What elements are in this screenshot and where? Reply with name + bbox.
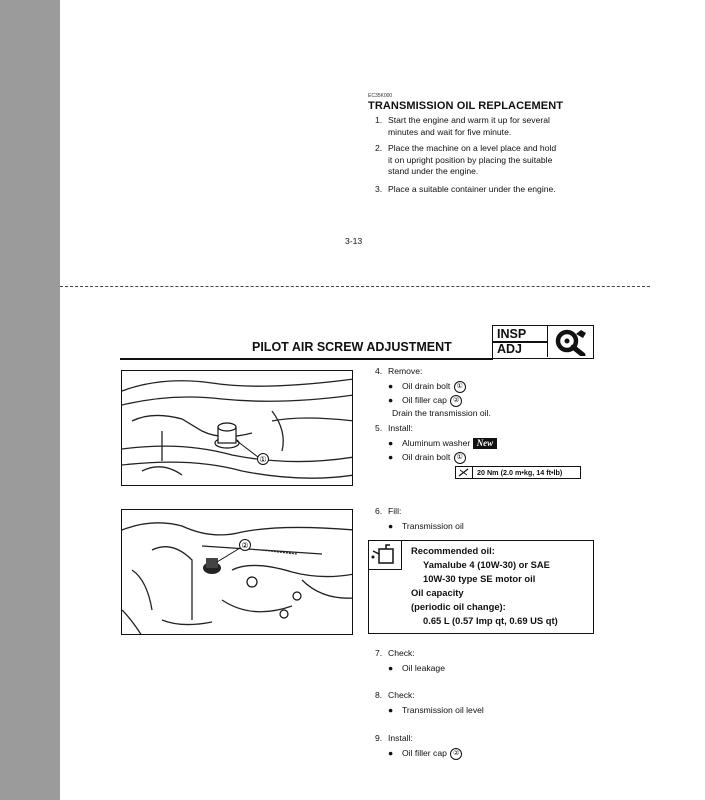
wrench-magnifier-icon bbox=[553, 328, 589, 356]
step-7-bullet: ● Oil leakage bbox=[388, 663, 445, 673]
step-6-bullet: ● Transmission oil bbox=[388, 521, 464, 531]
engine-drain-illustration bbox=[122, 371, 353, 486]
torque-spec: 20 Nm (2.0 m•kg, 14 ft•lb) bbox=[455, 466, 581, 479]
oil-line-5: (periodic oil change): bbox=[411, 601, 506, 612]
section-code: EC35K000 bbox=[368, 93, 393, 99]
figure-drain-bolt bbox=[121, 370, 353, 486]
oil-can-icon bbox=[369, 541, 399, 567]
top-step-2: 2. Place the machine on a level place and hold it on upright position by placing the suitable stand under the engine. bbox=[375, 143, 557, 177]
step-5: 5. Install: bbox=[375, 423, 413, 433]
recommended-oil-box bbox=[368, 540, 594, 634]
section-title: PILOT AIR SCREW ADJUSTMENT bbox=[252, 340, 452, 354]
filler-cap-illustration bbox=[122, 510, 353, 635]
page-divider bbox=[60, 286, 650, 287]
step-9-bullet: ● Oil filler cap ② bbox=[388, 747, 462, 760]
badge-adj: ADJ bbox=[497, 342, 523, 356]
step-4-bullet-1: ● Oil drain bolt ① bbox=[388, 380, 466, 393]
oil-line-1: Recommended oil: bbox=[411, 545, 495, 556]
oil-line-3: 10W-30 type SE motor oil bbox=[423, 573, 536, 584]
top-step-1: 1. Start the engine and warm it up for several minutes and wait for five minute. bbox=[375, 115, 550, 137]
step-9: 9. Install: bbox=[375, 733, 413, 743]
torque-wrench-icon bbox=[456, 467, 473, 478]
top-heading: TRANSMISSION OIL REPLACEMENT bbox=[368, 100, 564, 112]
oil-line-6: 0.65 L (0.57 Imp qt, 0.69 US qt) bbox=[423, 615, 558, 626]
page-number: 3-13 bbox=[345, 236, 363, 246]
step-6: 6. Fill: bbox=[375, 506, 402, 516]
oil-line-4: Oil capacity bbox=[411, 587, 464, 598]
insp-adj-badge bbox=[492, 325, 594, 359]
step-4-note: Drain the transmission oil. bbox=[392, 408, 491, 418]
badge-insp: INSP bbox=[497, 327, 527, 341]
step-4: 4. Remove: bbox=[375, 366, 423, 376]
step-8: 8. Check: bbox=[375, 690, 415, 700]
step-5-bullet-2: ● Oil drain bolt ① bbox=[388, 451, 466, 464]
new-part-badge: New bbox=[473, 438, 498, 449]
step-5-bullet-1: ● Aluminum washer New bbox=[388, 437, 497, 450]
figure-filler-cap bbox=[121, 509, 353, 635]
figure2-callout-2: ② bbox=[241, 541, 249, 550]
step-8-bullet: ● Transmission oil level bbox=[388, 705, 484, 715]
title-underline bbox=[120, 358, 493, 360]
top-step-3: 3. Place a suitable container under the engine. bbox=[375, 184, 556, 194]
left-margin-bar bbox=[0, 0, 60, 800]
step-4-bullet-2: ● Oil filler cap ② bbox=[388, 394, 462, 407]
oil-line-2: Yamalube 4 (10W-30) or SAE bbox=[423, 559, 550, 570]
step-7: 7. Check: bbox=[375, 648, 415, 658]
figure1-callout-1: ① bbox=[259, 455, 267, 464]
